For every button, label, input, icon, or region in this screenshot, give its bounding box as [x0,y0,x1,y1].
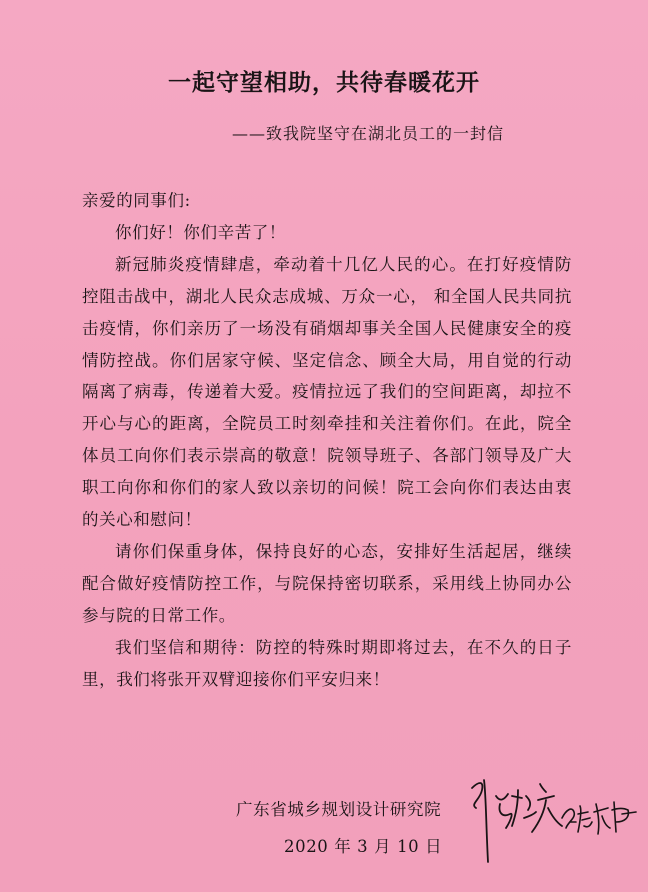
letter-greeting: 亲爱的同事们: [82,191,191,210]
letter-paragraph-1: 你们好！你们辛苦了！ [115,222,286,242]
letter-paragraph-4: 我们坚信和期待：防控的特殊时期即将过去，在不久的日子里，我们将张开双臂迎接你们平安归来！ [82,637,572,689]
letter-body [82,185,572,696]
letter-subtitle: ——致我院坚守在湖北员工的一封信 [232,124,505,143]
letter-paragraph-3: 请你们保重身体，保持良好的心态，安排好生活起居，继续配合做好疫情防控工作，与院保持密切联系，采用线上协同办公参与院的日常工作。 [82,541,572,625]
letter-paragraph-2: 新冠肺炎疫情肆虐，牵动着十几亿人民的心。在打好疫情防控阻击战中，湖北人民众志成城、万众一心， 和全国人民共同抗击疫情，你们亲历了一场没有硝烟却事关全国人民健康安全的疫情防控战。你们居家守候、坚定信念、顾全大局，用自觉的行动隔离了病毒，传递着大爱。疫情拉远了我们的空间距离，却拉不开心与心的距离，全院员工时刻牵挂和关注着你们。在此，院全体员工向你们表示崇高的敬意！院领导班子、各部门领导及广大职工向你和你们的家人致以亲切的问候！院工会向你们表达由衷的关心和慰问！ [82,254,572,530]
handwritten-signature-2 [558,792,642,838]
letter-title: 一起守望相助，共待春暖花开 [168,69,480,96]
letter-organization: 广东省城乡规划设计研究院 [236,800,442,819]
letter-date: 2020 年 3 月 10 日 [284,837,443,856]
